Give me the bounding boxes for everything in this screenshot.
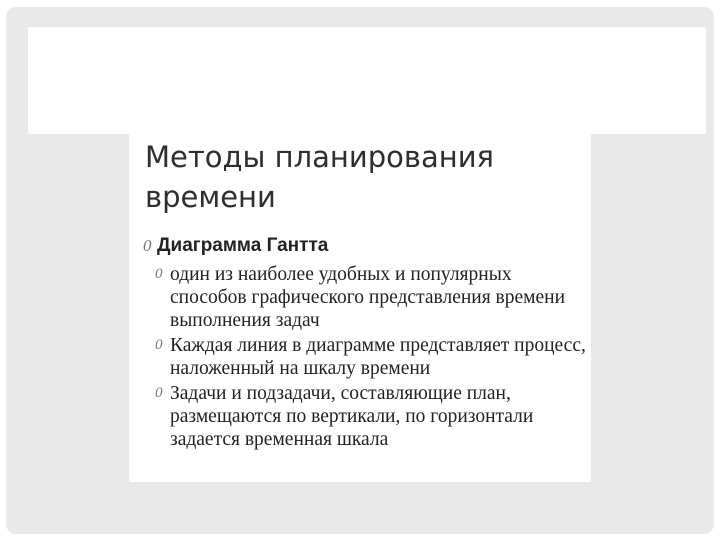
content-image [129,131,591,482]
bullet-marker-icon: 0 [155,337,163,353]
section-bullet-text: Диаграмма Гантта [157,235,329,256]
section-bullet [143,234,583,258]
sub-bullet-text: Задачи и подзадачи, составляющие план, размещаются по вертикали, по горизонтали задается временная шкала [170,383,534,450]
sub-bullet-list [155,263,587,453]
slide-title-area [28,27,706,134]
sub-bullet-item [155,334,587,380]
bullet-item-gantt [143,234,583,258]
bullet-marker-icon: 0 [155,266,163,282]
content-title: Методы планирования времени [145,140,495,214]
sub-bullet-text: Каждая линия в диаграмме представляет процесс, наложенный на шкалу времени [170,335,586,379]
bullet-marker-icon: 0 [155,385,163,401]
sub-bullet-text: один из наиболее удобных и популярных способов графического представления времени выполнения задач [170,264,566,331]
bullet-marker-icon: 0 [143,236,152,255]
sub-bullet-item [155,263,587,332]
sub-bullet-item [155,382,587,451]
